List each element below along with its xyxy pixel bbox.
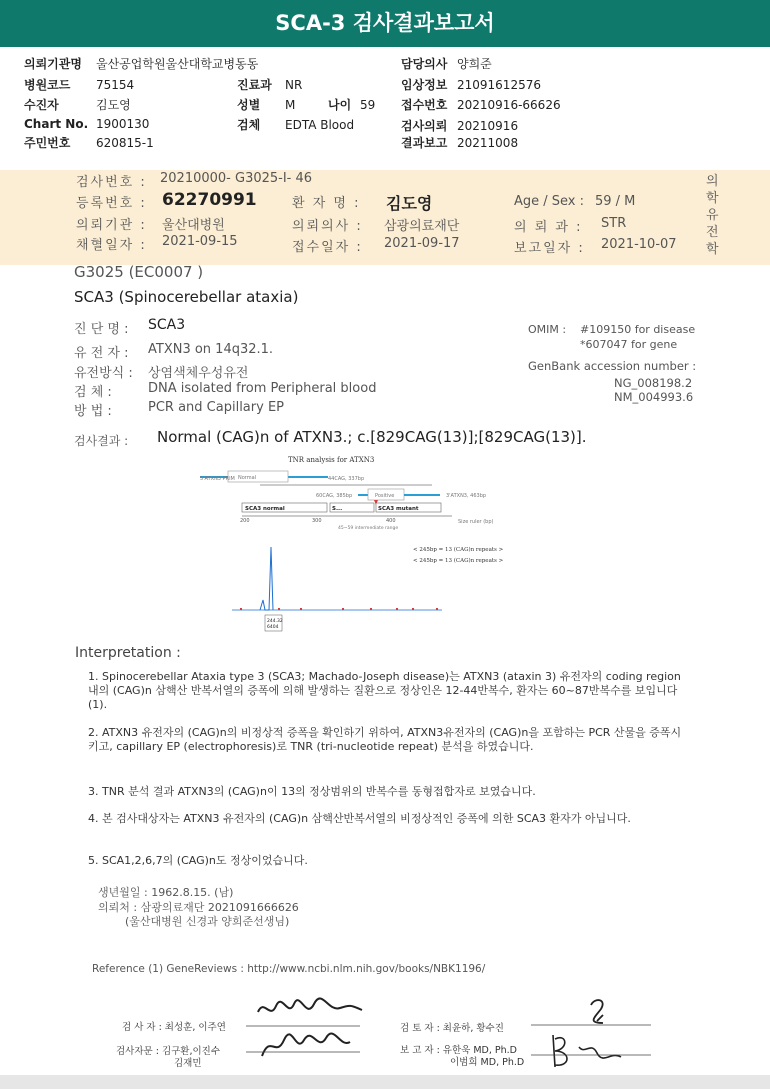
requester-detail: (울산대병원 신경과 양희준선생님) <box>125 915 290 928</box>
result-value: Normal (CAG)n of ATXN3.; c.[829CAG(13)];[829CAG(13)]. <box>157 428 587 446</box>
request-value: 20210916 <box>457 119 519 133</box>
patient-name-value: 김도영 <box>386 194 433 213</box>
reporter: 보 고 자 : 유한욱 MD, Ph.D <box>400 1045 517 1056</box>
interpretation-p3: 3. TNR 분석 결과 ATXN3의 (CAG)n이 13의 정상범위의 반복수를 동형접합자로 보였습니다. <box>88 785 536 798</box>
age-label: 나이 <box>328 98 352 112</box>
size-ruler-label: Size ruler (bp) <box>458 519 494 525</box>
reference: Reference (1) GeneReviews : http://www.ncbi.nlm.nih.gov/books/NBK1196/ <box>92 963 486 975</box>
report-value: 2021-10-07 <box>601 237 677 252</box>
genbank-ng: NG_008198.2 <box>614 376 693 390</box>
left-label: 5'ATXN3 PRIM <box>200 476 235 482</box>
signature-4 <box>553 1035 621 1067</box>
result-label: 검사결과 : <box>74 434 129 448</box>
dept-label: 진료과 <box>237 78 272 92</box>
legend-1: < 245bp = 13 (CAG)n repeats > <box>413 547 504 553</box>
omim-disease: #109150 for disease <box>580 323 696 336</box>
collect-label: 채혈일자 : <box>76 238 147 253</box>
diag-label: 진 단 명 : <box>74 322 129 337</box>
sex-label: 성별 <box>237 98 261 112</box>
right-label: 3'ATXN3, 463bp <box>446 493 487 499</box>
peak-height: 6404 <box>267 625 279 630</box>
genbank-nm: NM_004993.6 <box>614 390 694 404</box>
specimen-label: 검체 <box>237 118 261 132</box>
normal-box-label: Normal <box>238 475 257 481</box>
signature-2 <box>262 1034 350 1056</box>
normal-box <box>228 471 288 482</box>
sex-value: M <box>285 98 296 112</box>
axis-400: 400 <box>386 518 396 524</box>
cag60-label: 60CAG, 385bp <box>316 493 353 499</box>
collect-value: 2021-09-15 <box>162 234 238 249</box>
chart-label: Chart No. <box>24 117 89 131</box>
sample-label: 검 체 : <box>74 385 112 400</box>
dept-value: NR <box>285 78 303 92</box>
genbank-label: GenBank accession number : <box>528 359 697 373</box>
receipt-value: 20210916-66626 <box>457 98 561 112</box>
doctor-label: 담당의사 <box>401 57 448 71</box>
bar-mutant-label: SCA3 mutant <box>378 506 419 512</box>
interpretation-p2: 2. ATXN3 유전자의 (CAG)n의 비정상적 증폭을 확인하기 위하여, ATXN3유전자의 (CAG)n을 포함하는 PCR 산물을 증폭시키고, capillary EP (electrophoresis)로 TNR (tri-nucleotide repeat) 분석을 하였습니다. <box>88 726 682 753</box>
supervisor-2: 김재민 <box>174 1058 202 1069</box>
clinical-label: 임상정보 <box>401 78 448 92</box>
bar-mid-label: S... <box>332 506 343 512</box>
hospital-code-value: 75154 <box>96 78 135 92</box>
specimen-value: EDTA Blood <box>285 118 355 132</box>
reviewer: 검 토 자 : 최윤하, 황수진 <box>400 1023 504 1034</box>
report-label: 보고일자 : <box>514 241 585 256</box>
age-value: 59 <box>360 98 376 112</box>
gene-label: 유 전 자 : <box>74 346 129 361</box>
doctor-value: 양희준 <box>457 57 492 71</box>
tester-signatures <box>240 990 370 1070</box>
axis-300: 300 <box>312 518 322 524</box>
reg-no-label: 등록번호 : <box>76 196 147 211</box>
receipt-label: 접수번호 <box>401 98 448 112</box>
scanned-report <box>0 160 770 1089</box>
req-dept-label: 의 뢰 과 : <box>514 220 583 235</box>
req-dept-value: STR <box>601 216 627 231</box>
inst-value: 울산대병원 <box>162 218 225 233</box>
omim-label: OMIM : <box>528 323 567 336</box>
range-label: 45~59 intermediate range <box>338 526 399 531</box>
chart-value: 1900130 <box>96 117 150 131</box>
report-date-label: 결과보고 <box>401 136 448 150</box>
report-title: SCA-3 검사결과보고서 <box>0 0 770 47</box>
birth-date: 생년월일 : 1962.8.15. (남) <box>98 886 234 899</box>
interpretation-heading: Interpretation : <box>75 645 181 661</box>
sample-value: DNA isolated from Peripheral blood <box>148 381 377 396</box>
clinical-value: 21091612576 <box>457 78 541 92</box>
receive-label: 접수일자 : <box>292 240 363 255</box>
patient-name-label: 환 자 명 : <box>292 196 361 211</box>
legend-2: < 245bp = 13 (CAG)n repeats > <box>413 558 504 564</box>
peak-size: 244.32 <box>267 619 283 624</box>
omim-gene: *607047 for gene <box>580 338 678 351</box>
id-value: 620815-1 <box>96 136 154 150</box>
age-sex-value: 59 / M <box>595 194 636 209</box>
figure-title: TNR analysis for ATXN3 <box>288 456 375 464</box>
method-label: 방 법 : <box>74 404 112 419</box>
request-label: 검사의뢰 <box>401 119 448 133</box>
mode-value: 상염색체우성유전 <box>148 366 249 381</box>
interpretation-p4: 4. 본 검사대상자는 ATXN3 유전자의 (CAG)n 삼핵산반복서열의 비정상적인 증폭에 의한 SCA3 환자가 아닙니다. <box>88 812 631 825</box>
interpretation-p1: 1. Spinocerebellar Ataxia type 3 (SCA3; Machado-Joseph disease)는 ATXN3 (ataxin 3) 유전자의 coding region 내의 (CAG)n 삼핵산 반복서열의 증폭에 의해 발생하는 질환으로 정상인은 12-44반복수, 환자는 60~87반복수를 보입니다 (1). <box>88 670 681 711</box>
bar-normal-label: SCA3 normal <box>245 506 285 512</box>
gene-value: ATXN3 on 14q32.1. <box>148 342 274 357</box>
mode-label: 유전방식 : <box>74 366 133 381</box>
id-label: 주민번호 <box>24 136 71 150</box>
req-doctor-label: 의뢰의사 : <box>292 219 363 234</box>
supervisor: 검사자문 : 김구환,이진수 <box>116 1046 221 1057</box>
patient-value: 김도영 <box>96 98 131 112</box>
reporter-2: 이범희 MD, Ph.D <box>450 1057 525 1068</box>
footer-bar <box>0 1075 770 1089</box>
diag-value: SCA3 <box>148 317 186 333</box>
interpretation-p5: 5. SCA1,2,6,7의 (CAG)n도 정상이었습니다. <box>88 854 308 867</box>
reviewer-signatures <box>525 995 665 1075</box>
tester: 검 사 자 : 최성훈, 이주연 <box>122 1022 226 1033</box>
electropherogram <box>230 545 445 635</box>
test-code: G3025 (EC0007 ) <box>74 263 204 281</box>
method-value: PCR and Capillary EP <box>148 400 284 415</box>
patient-label: 수진자 <box>24 98 59 112</box>
req-doctor-value: 삼광의료재단 <box>384 219 460 234</box>
signature-1 <box>258 998 362 1012</box>
positive-box-label: Positive <box>375 493 395 499</box>
requester: 의뢰처 : 삼광의료재단 2021091666626 <box>98 901 299 914</box>
institution-label: 의뢰기관명 <box>24 57 82 71</box>
trace-peak <box>260 547 273 610</box>
axis-200: 200 <box>240 518 250 524</box>
test-no-value: 20210000- G3025-I- 46 <box>160 171 313 186</box>
side-label: 의 학 유 전 학 <box>706 174 719 257</box>
inst-label: 의뢰기관 : <box>76 218 147 233</box>
hospital-code-label: 병원코드 <box>24 78 71 92</box>
test-name: SCA3 (Spinocerebellar ataxia) <box>74 288 299 306</box>
test-no-label: 검사번호 : <box>76 175 147 190</box>
reg-no-value: 62270991 <box>162 190 257 210</box>
age-sex-label: Age / Sex : <box>514 194 585 209</box>
report-date-value: 20211008 <box>457 136 519 150</box>
signature-3 <box>591 1000 603 1023</box>
institution-value: 울산공업학원울산대학교병동동 <box>96 57 259 71</box>
normal-range-label: 44CAG, 337bp <box>328 476 365 482</box>
receive-value: 2021-09-17 <box>384 236 460 251</box>
